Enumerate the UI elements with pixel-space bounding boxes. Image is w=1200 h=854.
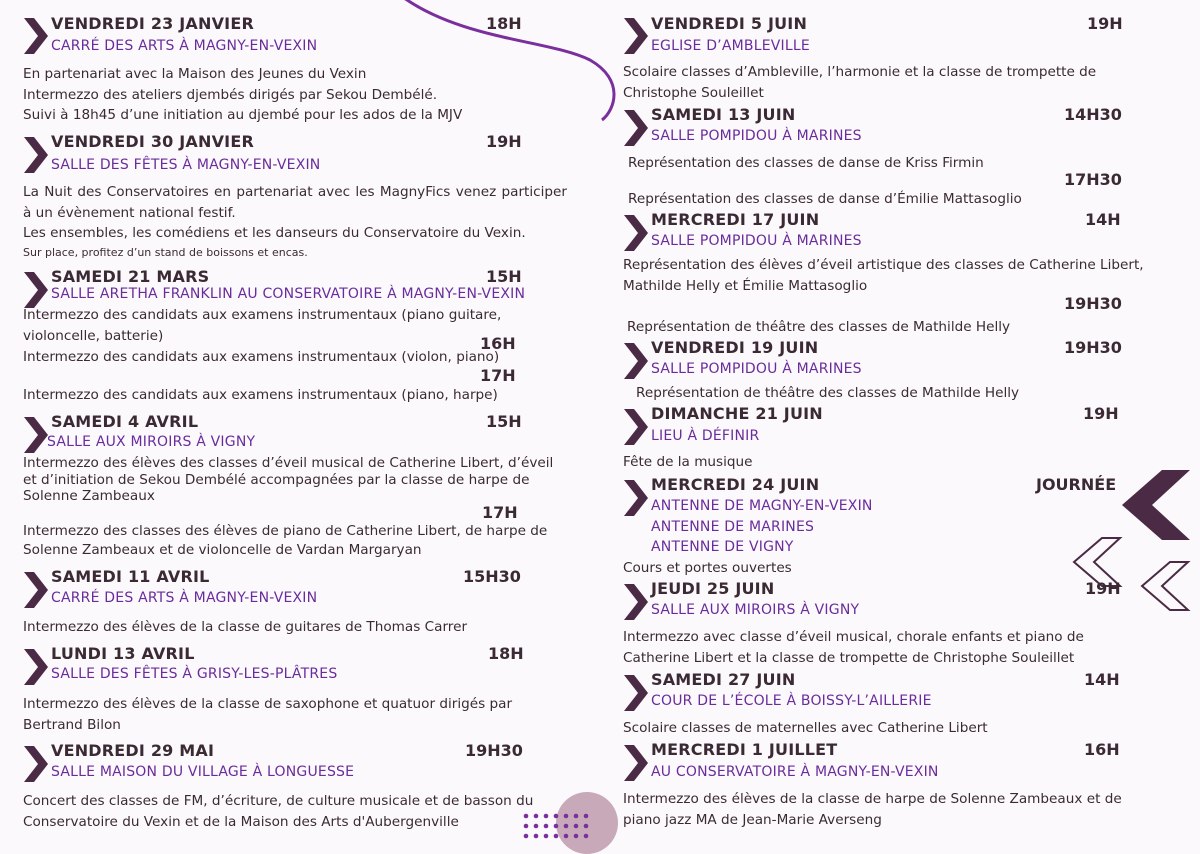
chevron-right-icon xyxy=(622,18,648,54)
chevron-right-icon xyxy=(622,745,648,781)
event-venue: LIEU À DÉFINIR xyxy=(651,428,760,444)
event-date: VENDREDI 29 MAI xyxy=(51,741,215,760)
event-description xyxy=(23,64,573,126)
event-date: JEUDI 25 JUIN xyxy=(651,579,775,598)
chevron-right-icon xyxy=(22,746,48,782)
event-venue: SALLE POMPIDOU À MARINES xyxy=(651,128,862,144)
event-description: Intermezzo des classes des élèves de piano de Catherine Libert, de harpe de Solenne Zambeaux et de violoncelle de Vardan Margaryan xyxy=(23,523,548,558)
chevron-right-icon xyxy=(22,572,48,608)
event-venue: ANTENNE DE MARINES xyxy=(651,519,815,535)
description-line: Intermezzo des ateliers djembés dirigés par Sekou Dembélé. xyxy=(23,86,438,103)
event-description: Intermezzo des élèves de la classe de guitares de Thomas Carrer xyxy=(23,619,468,635)
event-description: Scolaire classes de maternelles avec Catherine Libert xyxy=(623,720,988,736)
event-venue: COUR DE L’ÉCOLE À BOISSY-L’AILLERIE xyxy=(651,693,932,709)
event-description: Scolaire classes d’Ambleville, l’harmonie et la classe de trompette de Christophe Souleillet xyxy=(623,64,1097,101)
chevron-right-icon xyxy=(622,584,648,620)
event-time: 19H30 xyxy=(465,741,523,760)
event-venue: ANTENNE DE MAGNY-EN-VEXIN xyxy=(651,498,873,514)
event-description: Intermezzo des élèves de la classe de saxophone et quatuor dirigés par Bertrand Bilon xyxy=(23,696,513,733)
event-time: 19H xyxy=(486,132,522,151)
event-description: Intermezzo des candidats aux examens instrumentaux (piano guitare, violoncelle, batterie) xyxy=(23,307,502,344)
event-description: Représentation de théâtre des classes de Mathilde Helly xyxy=(627,319,1011,335)
event-description: Concert des classes de FM, d’écriture, de culture musicale et de basson du Conservatoire du Vexin et de la Maison des Arts d'Aubergenville xyxy=(23,793,534,830)
event-venue: CARRÉ DES ARTS À MAGNY-EN-VEXIN xyxy=(51,590,318,606)
event-time: 16H xyxy=(480,334,516,353)
event-date: DIMANCHE 21 JUIN xyxy=(651,404,823,423)
event-venue: CARRÉ DES ARTS À MAGNY-EN-VEXIN xyxy=(51,38,318,54)
event-date: SAMEDI 27 JUIN xyxy=(651,670,796,689)
event-date: VENDREDI 5 JUIN xyxy=(651,14,808,33)
event-time: 14H xyxy=(1084,670,1120,689)
event-time: 17H xyxy=(480,366,516,385)
chevron-right-icon xyxy=(22,272,48,308)
event-time: 15H xyxy=(486,267,522,286)
event-description: Représentation des classes de danse d’Émilie Mattasoglio xyxy=(628,191,1022,207)
event-time: 19H xyxy=(1085,579,1121,598)
description-line: En partenariat avec la Maison des Jeunes du Vexin xyxy=(23,66,367,82)
event-description: Intermezzo des élèves de la classe de harpe de Solenne Zambeaux et de piano jazz MA de Jean-Marie Averseng xyxy=(623,791,1122,828)
event-time: 15H30 xyxy=(463,567,521,586)
large-chevron-icon xyxy=(1118,470,1190,540)
event-date: MERCREDI 17 JUIN xyxy=(651,210,820,229)
event-description: Cours et portes ouvertes xyxy=(623,560,792,576)
event-description: Fête de la musique xyxy=(623,454,753,470)
event-time: 19H30 xyxy=(1064,294,1122,313)
event-note: Sur place, profitez d’un stand de boissons et encas. xyxy=(23,246,308,259)
event-venue: SALLE AUX MIROIRS À VIGNY xyxy=(651,602,860,618)
event-time: 18H xyxy=(488,644,524,663)
event-time: 18H xyxy=(486,14,522,33)
event-venue: AU CONSERVATOIRE À MAGNY-EN-VEXIN xyxy=(651,764,939,780)
chevron-right-icon xyxy=(22,18,48,54)
event-time: 14H30 xyxy=(1064,105,1122,124)
event-description: La Nuit des Conservatoires en partenariat avec les MagnyFics venez participer à un évènement national festif. xyxy=(23,184,567,221)
event-date: MERCREDI 1 JUILLET xyxy=(651,740,838,759)
chevron-right-icon xyxy=(622,409,648,445)
chevron-right-icon xyxy=(622,675,648,711)
event-venue: ANTENNE DE VIGNY xyxy=(651,539,794,555)
event-time: JOURNÉE xyxy=(1036,475,1117,494)
event-date: VENDREDI 30 JANVIER xyxy=(51,132,254,151)
event-description: Représentation des élèves d’éveil artistique des classes de Catherine Libert, Mathilde Helly et Émilie Mattasoglio xyxy=(623,257,1144,294)
event-date: SAMEDI 11 AVRIL xyxy=(51,567,210,586)
event-time: 19H xyxy=(1083,404,1119,423)
event-date: LUNDI 13 AVRIL xyxy=(51,644,195,663)
chevron-right-icon xyxy=(622,215,648,251)
event-time: 16H xyxy=(1084,740,1120,759)
event-time: 17H30 xyxy=(1064,170,1122,189)
event-description: Intermezzo des candidats aux examens instrumentaux (piano, harpe) xyxy=(23,387,498,403)
chevron-right-icon xyxy=(622,480,648,516)
event-time: 14H xyxy=(1085,210,1121,229)
chevron-right-icon xyxy=(622,343,648,379)
event-description: Représentation de théâtre des classes de Mathilde Helly xyxy=(636,385,1020,401)
outline-chevron-icon xyxy=(1136,560,1192,612)
event-venue: SALLE ARETHA FRANKLIN AU CONSERVATOIRE À MAGNY-EN-VEXIN xyxy=(51,286,526,302)
event-date: VENDREDI 23 JANVIER xyxy=(51,14,254,33)
event-time: 19H xyxy=(1087,14,1123,33)
event-venue: SALLE POMPIDOU À MARINES xyxy=(651,361,862,377)
event-date: VENDREDI 19 JUIN xyxy=(651,338,819,357)
event-time: 19H30 xyxy=(1064,338,1122,357)
event-time: 15H xyxy=(486,412,522,431)
event-date: SAMEDI 13 JUIN xyxy=(651,105,796,124)
event-venue: SALLE MAISON DU VILLAGE À LONGUESSE xyxy=(51,764,355,780)
event-date: SAMEDI 21 MARS xyxy=(51,267,210,286)
chevron-right-icon xyxy=(22,417,48,453)
event-venue: SALLE DES FÊTES À GRISY-LES-PLÂTRES xyxy=(51,666,338,682)
event-time: 17H xyxy=(482,503,518,522)
event-date: SAMEDI 4 AVRIL xyxy=(51,412,199,431)
chevron-right-icon xyxy=(22,649,48,685)
event-description: Intermezzo avec classe d’éveil musical, chorale enfants et piano de Catherine Libert et la classe de trompette de Christophe Souleillet xyxy=(623,629,1084,666)
chevron-right-icon xyxy=(22,137,48,173)
event-venue: EGLISE D’AMBLEVILLE xyxy=(651,38,810,54)
event-date: MERCREDI 24 JUIN xyxy=(651,475,820,494)
event-venue: SALLE AUX MIROIRS À VIGNY xyxy=(47,434,256,450)
event-description: Représentation des classes de danse de Kriss Firmin xyxy=(628,155,984,171)
event-description: Intermezzo des élèves des classes d’éveil musical de Catherine Libert, d’éveil et d’initiation de Sekou Dembélé accompagnées par la classe de harpe de Solenne Zambeaux xyxy=(23,455,554,504)
event-venue: SALLE DES FÊTES À MAGNY-EN-VEXIN xyxy=(51,157,321,173)
event-venue: SALLE POMPIDOU À MARINES xyxy=(651,233,862,249)
event-description: Les ensembles, les comédiens et les danseurs du Conservatoire du Vexin. xyxy=(23,225,526,241)
chevron-right-icon xyxy=(622,110,648,146)
description-line: Suivi à 18h45 d’une initiation au djembé pour les ados de la MJV xyxy=(23,107,463,123)
event-description: Intermezzo des candidats aux examens instrumentaux (violon, piano) xyxy=(23,349,500,365)
